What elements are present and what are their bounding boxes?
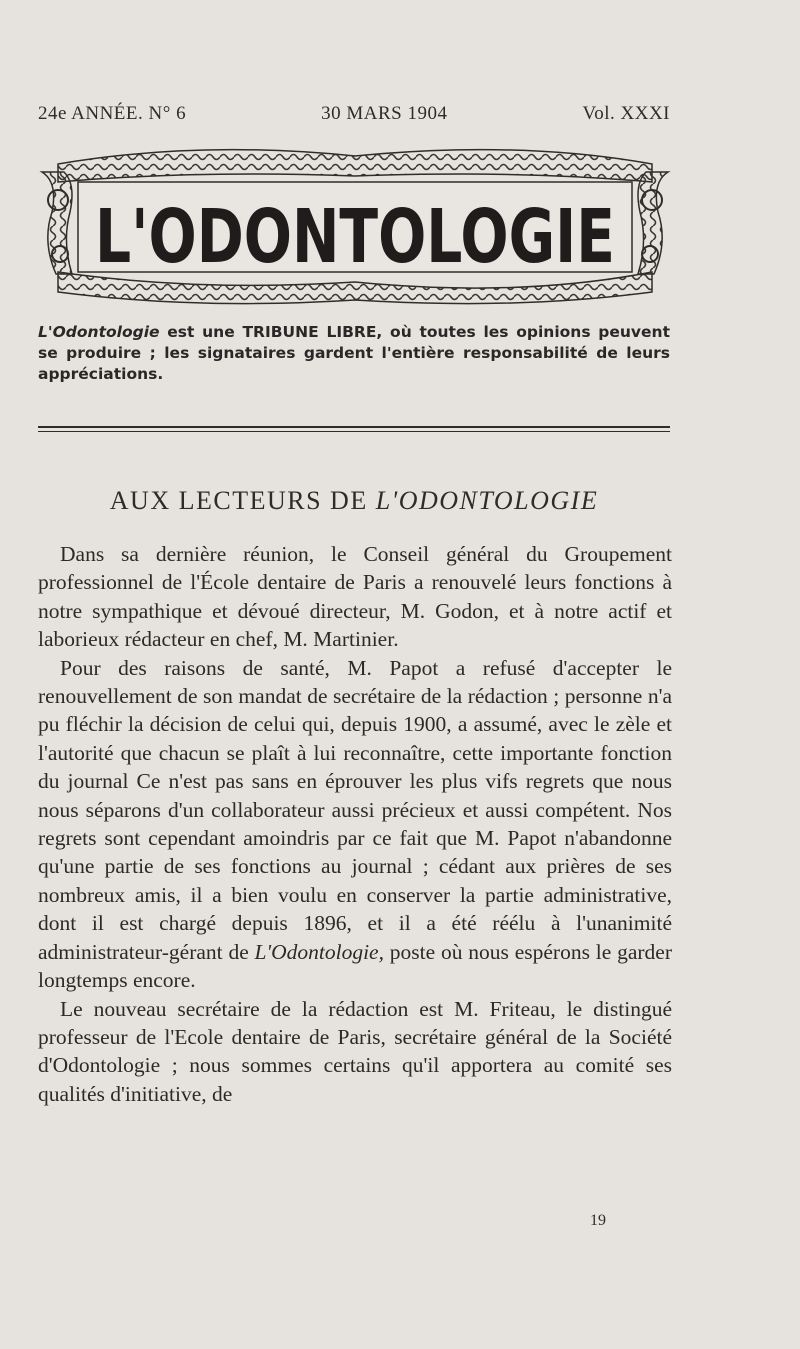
article-paragraph-1: Dans sa dernière réunion, le Conseil général du Groupement professionnel de l'École dentaire de Paris a renouvelé leurs fonctions à notre sympathique et dévoué directeur, M. Godon, et à notre actif et laborieux rédacteur en chef, M. Martinier. [38, 542, 672, 652]
article-body [38, 540, 672, 1108]
article-paragraph-2: Pour des raisons de santé, M. Papot a refusé d'accepter le renouvellement de son mandat de secrétaire de la rédaction ; personne n'a pu fléchir la décision de celui qui, depuis 1900, a assumé, avec le zèle et l'autorité que chacun se plaît à lui reconnaître, cette importante fonction du journal Ce n'est pas sans en éprouver les plus vifs regrets que nous nous séparons d'un collaborateur aussi précieux et aussi compétent. Nos regrets sont cependant amoindris par ce fait que M. Papot n'abandonne qu'une partie de ses fonctions au journal ; cédant aux prières de ses nombreux amis, il a bien voulu en conserver la partie administrative, dont il est chargé depuis 1896, et il a été réélu à l'unanimité administrateur-gérant de L'Odontologie, poste où nous espérons le garder longtemps encore. [38, 655, 672, 993]
article-title [38, 486, 670, 516]
disclaimer-text: est une TRIBUNE LIBRE, où toutes les opinions peuvent se produire ; les signataires gardent l'entière responsabilité de leurs appréciations. [38, 323, 670, 383]
masthead-banner [38, 142, 672, 312]
volume-number: Vol. XXXI [582, 103, 670, 124]
divider-rule [38, 426, 670, 428]
article-title-journal: L'ODONTOLOGIE [375, 486, 599, 515]
article-paragraph-3: Le nouveau secrétaire de la rédaction est M. Friteau, le distingué professeur de l'Ecole dentaire de Paris, secrétaire général de la Société d'Odontologie ; nous sommes certains qu'il apportera au comité ses qualités d'initiative, de [38, 996, 672, 1106]
disclaimer-journal-name: L'Odontologie [38, 323, 160, 341]
divider-rule-thin [38, 431, 670, 432]
page-number: 19 [590, 1212, 606, 1229]
issue-header [38, 103, 670, 125]
article-title-prefix: AUX LECTEURS DE [109, 486, 376, 515]
issue-number: 24e ANNÉE. N° 6 [38, 103, 187, 124]
editorial-disclaimer [38, 322, 670, 385]
masthead-title: L'ODONTOLOGIE [95, 194, 615, 280]
issue-date: 30 MARS 1904 [321, 103, 448, 124]
masthead-ornament [38, 142, 672, 312]
